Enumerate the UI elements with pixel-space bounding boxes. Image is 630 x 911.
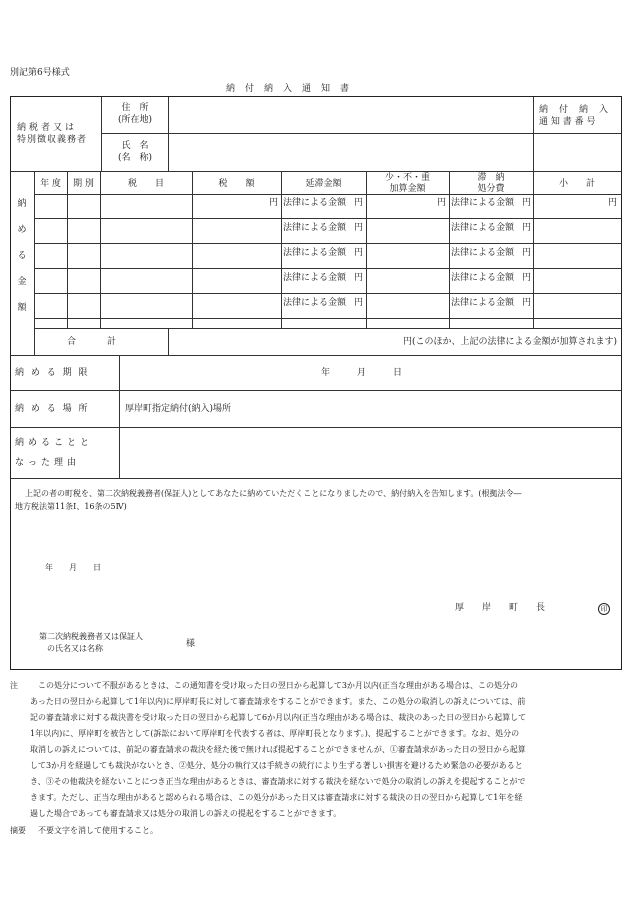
side-label-char: 納 bbox=[17, 199, 27, 209]
col-header-tax-item: 税 目 bbox=[127, 179, 164, 189]
legal-amount-label: 法律による金額 bbox=[283, 248, 347, 258]
yen-mark: 円 bbox=[353, 248, 363, 258]
footnote-line: 記の審査請求に対する裁決書を受け取った日の翌日から起算して6か月以内(正当な理由がある場合は、裁決のあった日の翌日から起算して bbox=[30, 713, 527, 722]
legal-amount-label: 法律による金額 bbox=[451, 223, 515, 233]
address-sub-label: (所在地) bbox=[117, 115, 153, 125]
yen-mark: 円 bbox=[521, 248, 531, 258]
footnote-line: 1年以内)に、厚岸町を被告として(訴訟において厚岸町を代表する者は、厚岸町長となります。)、提起することができます。なお、処分の bbox=[30, 729, 520, 738]
payer-label: 納税者又は bbox=[17, 123, 78, 133]
footnote-label: 注 bbox=[10, 681, 18, 690]
footnote-line: この処分について不服があるときは、この通知書を受け取った日の翌日から起算して3か月以内(正当な理由がある場合は、この処分の bbox=[38, 681, 519, 690]
footnote-line: きます。ただし、正当な理由があると認められる場合は、この処分があった日又は審査請求に対する裁決の日の翌日から起算して1年を経 bbox=[30, 793, 523, 802]
col-header-surcharge: 少・不・重 bbox=[384, 173, 430, 183]
col-header-period: 期 別 bbox=[73, 179, 94, 189]
seal-icon: 印 bbox=[598, 603, 610, 615]
col-header-surcharge-sub: 加算金額 bbox=[389, 184, 426, 194]
yen-mark: 円 bbox=[521, 298, 531, 308]
name-field[interactable] bbox=[171, 135, 531, 169]
issuer-name: 厚 岸 町 長 bbox=[455, 603, 546, 613]
legal-amount-label: 法律による金額 bbox=[283, 223, 347, 233]
legal-amount-label: 法律による金額 bbox=[451, 298, 515, 308]
address-field[interactable] bbox=[171, 99, 531, 131]
legal-amount-label: 法律による金額 bbox=[451, 198, 515, 208]
col-header-delinquency-sub: 処分費 bbox=[477, 184, 505, 194]
yen-mark: 円 bbox=[268, 198, 278, 208]
notice-body-cont: 地方税法第11条Ⅰ、16条の5Ⅳ) bbox=[15, 502, 127, 511]
total-note: 円(このほか、上記の法律による金額が加算されます) bbox=[402, 337, 617, 347]
col-header-tax-amount: 税 額 bbox=[218, 179, 255, 189]
due-date: 年 月 日 bbox=[321, 368, 403, 378]
notice-number-label-sub: 通 知 書 番 号 bbox=[539, 117, 596, 127]
side-label-char: る bbox=[17, 251, 27, 261]
yen-mark: 円 bbox=[607, 198, 617, 208]
legal-amount-label: 法律による金額 bbox=[283, 198, 347, 208]
form-number: 別記第6号様式 bbox=[10, 68, 70, 78]
yen-mark: 円 bbox=[353, 298, 363, 308]
side-label-char: め bbox=[17, 225, 27, 235]
col-header-delinquency: 滞 納 bbox=[477, 173, 505, 183]
place-label: 納 め る 場 所 bbox=[15, 404, 90, 414]
footnote-line: あった日の翌日から起算して1年以内)に厚岸町長に対して審査請求をすることができます。また、この処分の取消しの訴えについては、前 bbox=[30, 697, 526, 706]
total-label: 合 計 bbox=[67, 337, 118, 347]
footnote-line: 過した場合であっても審査請求又は処分の取消しの訴えの提起をすることができます。 bbox=[30, 809, 342, 818]
page-title: 納 付 納 入 通 知 書 bbox=[226, 84, 350, 94]
yen-mark: 円 bbox=[353, 198, 363, 208]
col-header-year: 年 度 bbox=[40, 179, 61, 189]
legal-amount-label: 法律による金額 bbox=[451, 248, 515, 258]
footnote-line: して3か月を経過しても裁決がないとき、②処分、処分の執行又は手続きの続行により生ずる著しい損害を避けるため緊急の必要があると bbox=[30, 761, 523, 770]
yen-mark: 円 bbox=[353, 273, 363, 283]
name-label: 氏 名 bbox=[121, 141, 149, 151]
summary-text: 不要文字を消して使用すること。 bbox=[38, 826, 158, 835]
yen-mark: 円 bbox=[521, 273, 531, 283]
payer-label-sub: 特別徴収義務者 bbox=[17, 135, 88, 145]
side-label-char: 額 bbox=[17, 303, 27, 313]
footnote-line: き、③その他裁決を経ないことにつき正当な理由があるときは、審査請求に対する裁決を経ないで処分の取消しの訴えを提起することがで bbox=[30, 777, 526, 786]
due-label: 納 め る 期 限 bbox=[15, 368, 90, 378]
yen-mark: 円 bbox=[436, 198, 446, 208]
legal-amount-label: 法律による金額 bbox=[283, 298, 347, 308]
yen-mark: 円 bbox=[521, 223, 531, 233]
place-value: 厚岸町指定納付(納入)場所 bbox=[125, 404, 232, 414]
footnote-line: 取消しの訴えについては、前記の審査請求の裁決を経た後で無ければ提起することができませんが、①審査請求があった日の翌日から起算 bbox=[30, 745, 526, 754]
notice-number-field[interactable] bbox=[535, 135, 619, 169]
notice-body: 上記の者の町税を、第二次納税義務者(保証人)としてあなたに納めていただくことになりましたので、納付納入を告知します。(根拠法令― bbox=[25, 489, 522, 498]
reason-label: 納めることと bbox=[15, 438, 94, 448]
legal-amount-label: 法律による金額 bbox=[283, 273, 347, 283]
reason-label-sub: なった理由 bbox=[15, 458, 81, 468]
col-header-late-fee: 延滞金額 bbox=[305, 179, 342, 189]
summary-label: 摘要 bbox=[10, 826, 26, 835]
address-label: 住 所 bbox=[121, 103, 149, 113]
notice-form bbox=[10, 96, 622, 670]
legal-amount-label: 法律による金額 bbox=[451, 273, 515, 283]
side-label-char: 金 bbox=[17, 277, 27, 287]
notice-number-label: 納 付 納 入 bbox=[539, 105, 610, 115]
recipient-label-sub: の氏名又は名称 bbox=[47, 644, 103, 653]
notice-date: 年 月 日 bbox=[45, 563, 101, 572]
honorific: 様 bbox=[186, 639, 196, 649]
yen-mark: 円 bbox=[353, 223, 363, 233]
yen-mark: 円 bbox=[521, 198, 531, 208]
reason-field[interactable] bbox=[123, 430, 617, 475]
name-sub-label: (名 称) bbox=[117, 153, 153, 163]
col-header-subtotal: 小 計 bbox=[558, 179, 595, 189]
recipient-label: 第二次納税義務者又は保証人 bbox=[39, 632, 143, 641]
